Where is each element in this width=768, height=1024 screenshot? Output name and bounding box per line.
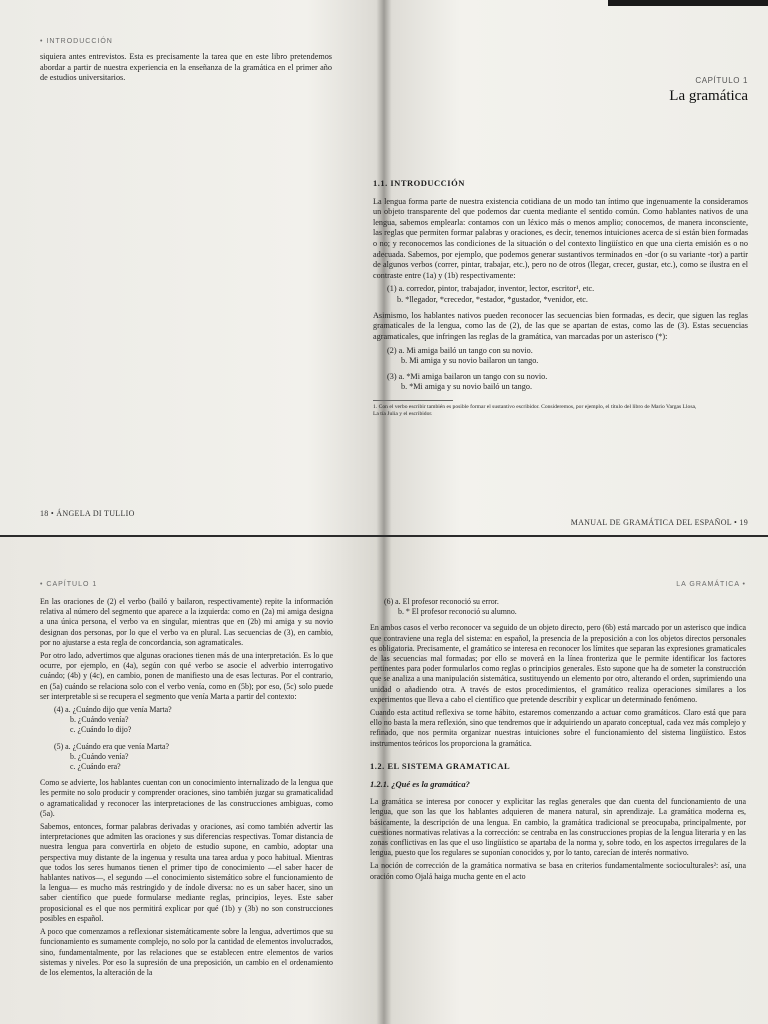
running-header-left: • CAPÍTULO 1 <box>40 581 98 588</box>
bottom-spread <box>0 537 768 1024</box>
paragraph: Como se advierte, los hablantes cuentan con un conocimiento internalizado de la lengua que les permite no solo producir y comprender oraciones, sino también juzgar su gramaticalidad o agramaticalidad y reconocer las interpretaciones de las construcciones ambiguas, como (5a). <box>40 778 333 818</box>
paragraph: Por otro lado, advertimos que algunas oraciones tienen más de una interpretación. Es lo que ocurre, por ejemplo, en (4a), según con qué verbo se asocie el adverbio interrogativo cuándo; (4b) y (4c), en cambio, ponen de manifiesto una de esas lecturas. Por el contrario, en (5a) cuándo se relaciona solo con el verbo venía, como en (5b); por eso, (5c) solo puede ser interpretable si se recupera el segmento que venía Marta a partir del contexto: <box>40 651 333 701</box>
subsection-title: 1.2.1. ¿Qué es la gramática? <box>370 779 470 790</box>
example-3 <box>387 372 748 392</box>
example-line: (6) a. El profesor reconoció su error. <box>384 597 499 606</box>
paragraph: siquiera antes entrevistos. Esta es precisamente la tarea que en este libro pretendemos abordar a partir de nuestra experiencia en la enseñanza de la gramática en el primer año de estudios universitarios. <box>40 52 332 83</box>
example-line: b. *Mi amiga y su novio bailó un tango. <box>401 382 532 392</box>
example-line: (3) a. *Mi amiga bailaron un tango con su novio. <box>387 371 548 381</box>
example-line: c. ¿Cuándo lo dijo? <box>70 725 132 735</box>
example-line: b. Mi amiga y su novio bailaron un tango. <box>401 355 539 365</box>
example-2 <box>387 346 748 366</box>
paragraph: En las oraciones de (2) el verbo (bailó y bailaron, respectivamente) repite la información relativa al número del segmento que aparece a la izquierda: como en (2a) mi amiga designa a una única persona, el verbo va en singular, mientras que en (2b) mi amiga y su novio designan dos personas, por lo que el verbo va en plural. Las secuencias de (3), en cambio, por no ajustarse a esta regla de concordancia, son agramaticales. <box>40 597 333 647</box>
example-line: (1) a. corredor, pintor, trabajador, inventor, lector, escritor¹, etc. <box>387 284 595 294</box>
page-19-body <box>373 178 748 418</box>
paragraph: A poco que comenzamos a reflexionar sistemáticamente sobre la lengua, advertimos que su funcionamiento es sumamente complejo, no solo por la cantidad de elementos involucrados, sino, fundamentalmente, por las relaciones que se establecen entre elementos de varios sistemas y niveles. Por eso la supresión de una preposición, un cambio en el ordenamiento de los elementos, la alteración de la <box>40 927 333 977</box>
example-line: b. ¿Cuándo venía? <box>70 715 129 725</box>
example-line: (4) a. ¿Cuándo dijo que venía Marta? <box>54 705 172 715</box>
paragraph: Asimismo, los hablantes nativos pueden reconocer las secuencias bien formadas, es decir, que siguen las reglas gramaticales de la lengua, como las de (2), de las que se apartan de estas, como las de (3). Estas secuencias agramaticales, que infringen las reglas de la gramática, van marcadas por un asterisco (*): <box>373 310 748 341</box>
section-title: 1.2. EL SISTEMA GRAMATICAL <box>370 760 511 771</box>
folio-left: 18 • ÁNGELA DI TULLIO <box>40 509 135 518</box>
page-21-body <box>370 597 746 885</box>
paragraph: En ambos casos el verbo reconocer va seguido de un objeto directo, pero (6b) está marcado por un asterisco que indica que contraviene una regla del sistema: en español, la presencia de la preposición a con los objetos directos personales es obligatoria. Precisamente, el gramático se interesa en reconocer los límites que separan las expresiones gramaticales de las secuencias mal formadas; por ello se moverá en la línea fronteriza que le permite identificar los factores pertinentes para poder formularlos como reglas o principios generales. Esto supone que ha de someter la construcción que se analiza a una manipulación sistemática, sustituyendo un elemento por otro, alterando el orden, suprimiendo una unidad o añadiendo otra. A través de estos procedimientos, el gramático realiza operaciones similares a los experimentos que lleva a cabo el científico que pretende describir y explicar un determinado fenómeno. <box>370 623 746 704</box>
footnote-text: 1. Con el verbo escribir también es posible formar el sustantivo escribidor. Consideremos, por ejemplo, el título del libro de Mario Vargas Llosa, La tía Julia y el escribidor. <box>373 404 697 418</box>
example-line: b. * El profesor reconoció su alumno. <box>398 607 517 617</box>
footnote <box>373 400 697 418</box>
paragraph: Sabemos, entonces, formar palabras derivadas y oraciones, así como también advertir las interpretaciones que admiten las oraciones y sus diferencias respectivas. Tomar distancia de nuestra lengua para convertirla en objeto de estudio supone, en cambio, adoptar una perspectiva muy distante de la ingenua y resulta una tarea ardua y poco habitual. Mientras que todos los seres humanos tienen el primer tipo de conocimiento —el saber hacer de hablantes nativos—, el segundo —el conocimiento sistemático sobre el funcionamiento de la lengua— es mucho más restringido y de índole diversa: no es un saber hacer, sino un saber científico que puede formularse mediante reglas, principios, leyes. Este saber proposicional es el que nos permitirá explicar por qué (1b) y (3b) no son construcciones posibles en español. <box>40 822 333 923</box>
example-line: b. ¿Cuándo venía? <box>70 751 129 761</box>
section-title: 1.1. INTRODUCCIÓN <box>373 178 465 188</box>
example-line: b. *llegador, *crecedor, *estador, *gustador, *venidor, etc. <box>397 294 588 304</box>
scan-edge <box>608 0 768 6</box>
running-header-left: • INTRODUCCIÓN <box>40 38 113 45</box>
page-18-body <box>40 52 332 87</box>
chapter-title: La gramática <box>669 88 748 104</box>
paragraph: La noción de corrección de la gramática normativa se basa en criterios fundamentalmente socioculturales²: así, una oración como Ojalá haiga mucha gente en el acto <box>370 861 746 881</box>
example-line: (5) a. ¿Cuándo era que venía Marta? <box>54 741 170 751</box>
page-20-body <box>40 597 333 981</box>
example-line: (2) a. Mi amiga bailó un tango con su novio. <box>387 345 533 355</box>
running-header-right: LA GRAMÁTICA • <box>676 581 746 588</box>
chapter-label: CAPÍTULO 1 <box>695 76 748 85</box>
folio-right: MANUAL DE GRAMÁTICA DEL ESPAÑOL • 19 <box>570 518 748 527</box>
example-line: c. ¿Cuándo era? <box>70 762 121 772</box>
paragraph: La lengua forma parte de nuestra existencia cotidiana de un modo tan íntimo que ingenuamente la consideramos un objeto transparente del que podemos dar cuenta mediante el sentido común. Como hablantes nativos de una lengua, sabemos emplearla: contamos con un léxico más o menos amplio; conocemos, de manera inconsciente, las reglas que permiten formar palabras y oraciones, es decir, tenemos intuiciones acerca de si están bien formadas o no; y reconocemos las condiciones de la situación o del contexto lingüístico en que una cierta emisión es o no adecuada. Sabemos, por ejemplo, que podemos generar sustantivos terminados en -dor (o su variante -tor) a partir de algunos verbos (correr, pintar, trabajar, etc.), pero no de otros (llegar, crecer, gustar, etc.), como se ilustra en el contraste entre (1a) y (1b) respectivamente: <box>373 196 749 280</box>
example-4 <box>54 705 333 736</box>
paragraph: Cuando esta actitud reflexiva se torne hábito, estaremos comenzando a actuar como gramáticos. Claro está que para ello no basta la mera reflexión, sino que tendremos que ir adquiriendo un aparato conceptual, cada vez más complejo y refinado, que nos permita organizar nuestras intuiciones sobre el funcionamiento del sistema lingüístico. Estos instrumentos teóricos los proporciona la gramática. <box>370 708 746 748</box>
paragraph: La gramática se interesa por conocer y explicitar las reglas generales que dan cuenta del funcionamiento de una lengua, que son las que los hablantes adquieren de manera natural, sin aprendizaje. La gramática moderna es, básicamente, la descripción de una lengua. En cambio, la gramática tradicional se preocupaba, principalmente, por cuestiones normativas relativas a la corrección: se centraba en las construcciones propias de la lengua literaria y en las zonas conflictivas en las que el uso lingüístico se apartaba de la norma y, sobre todo, en los aspectos irregulares de la lengua, puesto que los regulares se suponían conocidos y, por lo tanto, carecían de interés normativo. <box>370 797 746 858</box>
example-6 <box>384 597 746 617</box>
example-5 <box>54 742 333 773</box>
example-1 <box>387 284 748 304</box>
